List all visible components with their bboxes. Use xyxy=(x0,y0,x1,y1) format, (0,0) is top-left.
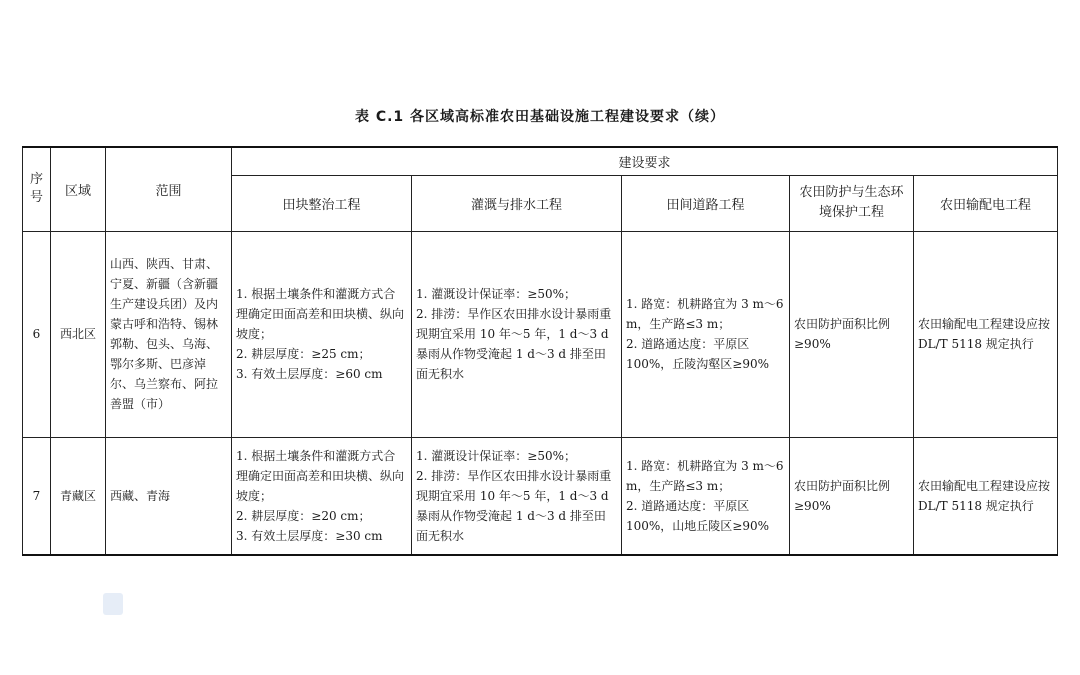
field-line: 1. 根据土壤条件和灌溉方式合理确定田面高差和田块横、纵向坡度； xyxy=(236,287,405,341)
header-requirements-group: 建设要求 xyxy=(232,147,1058,175)
row-region: 西北区 xyxy=(51,231,106,437)
row-scope: 西藏、青海 xyxy=(106,437,232,555)
irrigation-line: 1. 灌溉设计保证率：≥50%； xyxy=(416,287,576,301)
field-line: 2. 耕层厚度：≥25 cm； xyxy=(236,347,371,361)
header-irrigation: 灌溉与排水工程 xyxy=(412,175,622,231)
row-irrigation xyxy=(412,437,622,555)
row-protection: 农田防护面积比例≥90% xyxy=(790,437,914,555)
field-line: 1. 根据土壤条件和灌溉方式合理确定田面高差和田块横、纵向坡度； xyxy=(236,448,405,503)
irrigation-line: 2. 排涝：旱作区农田排水设计暴雨重现期宜采用 10 年～5 年，1 d～3 d 暴雨从作物受淹起 1 d～3 d 排至田面无积水 xyxy=(416,307,612,381)
row-protection: 农田防护面积比例≥90% xyxy=(790,231,914,437)
row-scope: 山西、陕西、甘肃、宁夏、新疆（含新疆生产建设兵团）及内蒙古呼和浩特、锡林郭勒、包头、乌海、鄂尔多斯、巴彦淖尔、乌兰察布、阿拉善盟（市） xyxy=(106,231,232,437)
watermark-icon xyxy=(103,593,123,615)
road-line: 1. 路宽：机耕路宜为 3 m～6 m，生产路≤3 m； xyxy=(626,458,784,493)
road-line: 1. 路宽：机耕路宜为 3 m～6 m，生产路≤3 m； xyxy=(626,297,784,331)
row-field xyxy=(232,437,412,555)
row-road xyxy=(622,437,790,555)
table-row xyxy=(23,231,1058,437)
header-index: 序号 xyxy=(23,147,51,231)
table-row xyxy=(23,437,1058,555)
row-road xyxy=(622,231,790,437)
field-line: 3. 有效土层厚度：≥60 cm xyxy=(236,367,383,381)
row-index: 6 xyxy=(23,231,51,437)
field-line: 2. 耕层厚度：≥20 cm； xyxy=(236,508,371,523)
irrigation-line: 2. 排涝：旱作区农田排水设计暴雨重现期宜采用 10 年～5 年，1 d～3 d 暴雨从作物受淹起 1 d～3 d 排至田面无积水 xyxy=(416,468,612,543)
irrigation-line: 1. 灌溉设计保证率：≥50%； xyxy=(416,448,576,463)
header-field: 田块整治工程 xyxy=(232,175,412,231)
requirements-table xyxy=(22,146,1058,556)
row-field xyxy=(232,231,412,437)
header-protection: 农田防护与生态环境保护工程 xyxy=(790,175,914,231)
header-region: 区域 xyxy=(51,147,106,231)
header-scope: 范围 xyxy=(106,147,232,231)
row-power: 农田输配电工程建设应按 DL/T 5118 规定执行 xyxy=(914,231,1058,437)
row-region: 青藏区 xyxy=(51,437,106,555)
field-line: 3. 有效土层厚度：≥30 cm xyxy=(236,528,383,543)
road-line: 2. 道路通达度：平原区 100%，山地丘陵区≥90% xyxy=(626,498,770,533)
row-power: 农田输配电工程建设应按 DL/T 5118 规定执行 xyxy=(914,437,1058,555)
header-power: 农田输配电工程 xyxy=(914,175,1058,231)
row-irrigation xyxy=(412,231,622,437)
row-index: 7 xyxy=(23,437,51,555)
table-title: 表 C.1 各区域高标准农田基础设施工程建设要求（续） xyxy=(354,109,726,125)
header-road: 田间道路工程 xyxy=(622,175,790,231)
road-line: 2. 道路通达度：平原区 100%，丘陵沟壑区≥90% xyxy=(626,337,770,371)
